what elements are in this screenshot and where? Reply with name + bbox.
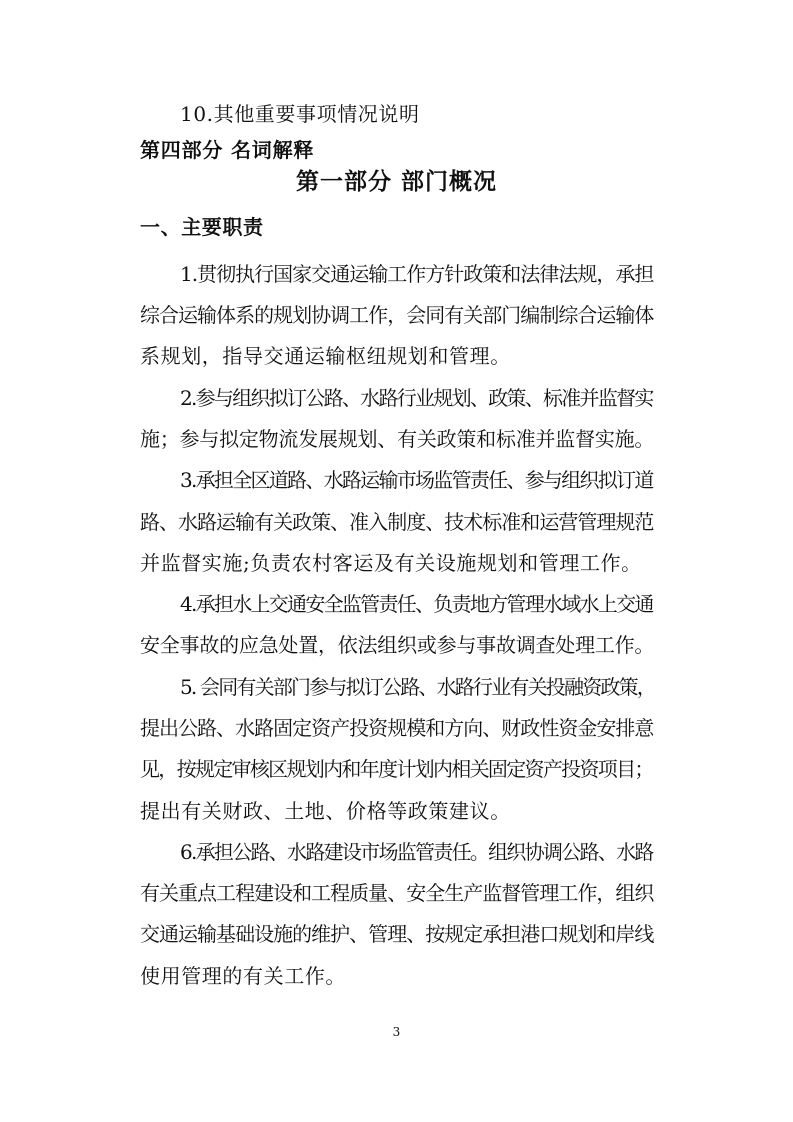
duty-3-line-2: 路、水路运输有关政策、准入制度、技术标准和运营管理规范 (140, 510, 654, 534)
page-number: 3 (392, 1025, 401, 1039)
toc-item-10: 10.其他重要事项情况说明 (180, 102, 420, 126)
duty-5-line-3: 见，按规定审核区规划内和年度计划内相关固定资产投资项目； (140, 757, 653, 781)
duty-3-line-3: 并监督实施;负责农村客运及有关设施规划和管理工作。 (140, 551, 642, 575)
toc-part-4: 第四部分 名词解释 (140, 138, 315, 162)
duty-4-line-2: 安全事故的应急处置，依法组织或参与事故调查处理工作。 (140, 633, 655, 657)
duty-5-line-1: 5. 会同有关部门参与拟订公路、水路行业有关投融资政策， (180, 675, 655, 699)
section-heading: 一、主要职责 (140, 215, 264, 239)
duty-2-line-2: 施；参与拟定物流发展规划、有关政策和标准并监督实施。 (140, 427, 655, 451)
duty-5-line-4: 提出有关财政、土地、价格等政策建议。 (140, 799, 511, 823)
duty-6-line-3: 交通运输基础设施的维护、管理、按规定承担港口规划和岸线 (140, 922, 654, 946)
duty-1-line-2: 综合运输体系的规划协调工作，会同有关部门编制综合运输体 (140, 303, 654, 327)
duty-4-line-1: 4.承担水上交通安全监管责任、负责地方管理水域水上交通 (180, 592, 653, 616)
duty-5-line-2: 提出公路、水路固定资产投资规模和方向、财政性资金安排意 (140, 716, 654, 740)
duty-1-line-1: 1.贯彻执行国家交通运输工作方针政策和法律法规，承担 (180, 262, 654, 286)
duty-3-line-1: 3.承担全区道路、水路运输市场监管责任、参与组织拟订道 (180, 468, 653, 492)
duty-6-line-2: 有关重点工程建设和工程质量、安全生产监督管理工作，组织 (140, 881, 654, 905)
duty-1-line-3: 系规划，指导交通运输枢纽规划和管理。 (140, 344, 511, 368)
duty-6-line-4: 使用管理的有关工作。 (140, 964, 346, 988)
duty-6-line-1: 6.承担公路、水路建设市场监管责任。组织协调公路、水路 (180, 840, 653, 864)
part-title: 第一部分 部门概况 (295, 169, 497, 195)
duty-2-line-1: 2.参与组织拟订公路、水路行业规划、政策、标准并监督实 (180, 386, 653, 410)
